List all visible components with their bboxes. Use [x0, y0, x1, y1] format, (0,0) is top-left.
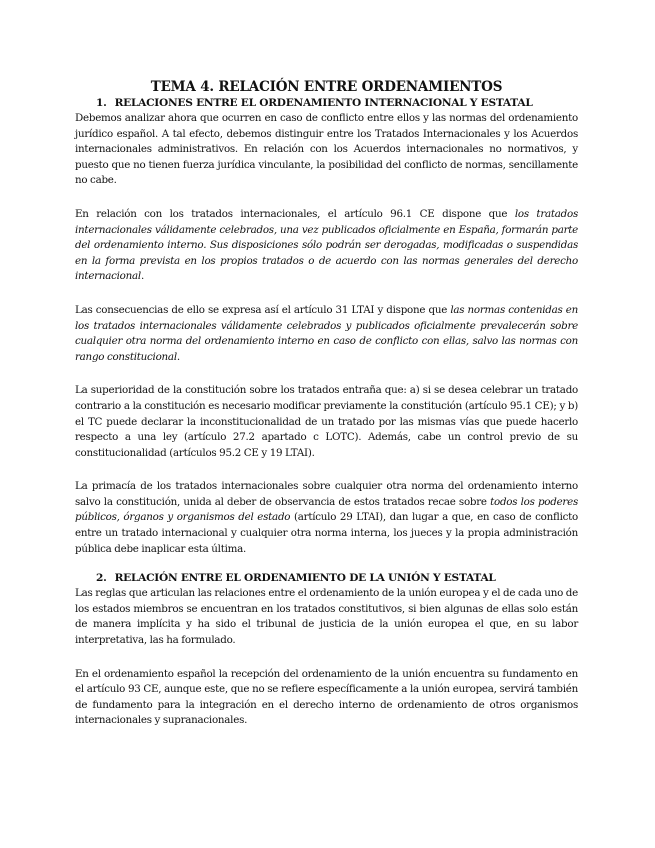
section-2-heading-text: RELACIÓN ENTRE EL ORDENAMIENTO DE LA UNIÓN Y ESTATAL: [114, 572, 496, 585]
document-page: [75, 78, 578, 729]
section-1-paragraph-1: Debemos analizar ahora que ocurren en caso de conflicto entre ellos y las normas del ordenamiento jurídico español. A tal efecto, debemos distinguir entre los Tratados Internacionales y los Acuerdos internacionales administrativos. En relación con los Acuerdos internacionales no normativos, y puesto que no tienen fuerza jurídica vinculante, la posibilidad del conflicto de normas, sencillamente no cabe.: [75, 112, 578, 187]
paragraph-3-quote: las normas contenidas en los tratados internacionales válidamente celebrados y publicados oficialmente prevalecerán sobre cualquier otra norma del ordenamiento interno en caso de conflicto con ellas, salvo las normas con rango constitucional: [75, 303, 578, 363]
document-title: TEMA 4. RELACIÓN ENTRE ORDENAMIENTOS: [150, 79, 503, 95]
paragraph-3-text: Las consecuencias de ello se expresa así el artículo 31 LTAI y dispone que: [75, 303, 451, 316]
section-1-paragraph-5: [75, 479, 578, 557]
section-1-heading: [75, 96, 578, 111]
section-2-paragraph-2: En el ordenamiento español la recepción del ordenamiento de la unión encuentra su fundamento en el artículo 93 CE, aunque este, que no se refiere específicamente a la unión europea, servirá también de fundamento para la integración en el derecho interno de ordenamiento de otros organismos internacionales y supranacionales.: [75, 667, 578, 727]
section-1-paragraph-3: [75, 303, 578, 365]
section-2-paragraph-1: Las reglas que articulan las relaciones entre el ordenamiento de la unión europea y el de cada uno de los estados miembros se encuentran en los tratados constitutivos, si bien algunas de ellas solo están de manera implícita y ha sido el tribunal de justicia de la unión europea el que, en su labor interpretativa, las ha formulado.: [75, 587, 578, 647]
section-1-number: 1.: [96, 97, 107, 109]
section-1-heading-text: RELACIONES ENTRE EL ORDENAMIENTO INTERNACIONAL Y ESTATAL: [114, 97, 533, 109]
paragraph-5-text: La primacía de los tratados internacionales sobre cualquier otra norma del ordenamiento interno salvo la constitución, unida al deber de observancia de estos tratados recae sobre: [75, 480, 578, 508]
paragraph-2-quote: los tratados internacionales válidamente celebrados, una vez publicados oficialmente en España, formarán parte del ordenamiento interno. Sus disposiciones sólo podrán ser derogadas, modificadas o suspendidas en la forma prevista en los propios tratados o de acuerdo con las normas generales del derecho internacional: [75, 207, 578, 283]
paragraph-2-text: En relación con los tratados internacionales, el artículo 96.1 CE dispone que: [75, 207, 515, 220]
section-1-paragraph-4: La superioridad de la constitución sobre los tratados entraña que: a) si se desea celebrar un tratado contrario a la constitución es necesario modificar previamente la constitución (artículo 95.1 CE); y b) el TC puede declarar la inconstitucionalidad de un tratado por las mismas vías que puede hacerlo respecto a una ley (artículo 27.2 apartado c LOTC). Además, cabe un control previo de su constitucionalidad (artículos 95.2 CE y 19 LTAI).: [75, 384, 578, 459]
section-1-paragraph-2: [75, 207, 578, 285]
section-2-heading: [75, 571, 578, 586]
section-2-number: 2.: [96, 572, 107, 585]
paragraph-3-end: .: [176, 350, 180, 363]
paragraph-5-quote: todos los poderes públicos, órganos y organismos del estado: [75, 495, 578, 524]
paragraph-2-end: .: [140, 270, 144, 283]
paragraph-5-end: (artículo 29 LTAI), dan lugar a que, en caso de conflicto entre un tratado internacional y cualquier otra norma interna, los jueces y la propia administración pública debe inaplicar esta última.: [75, 511, 578, 555]
